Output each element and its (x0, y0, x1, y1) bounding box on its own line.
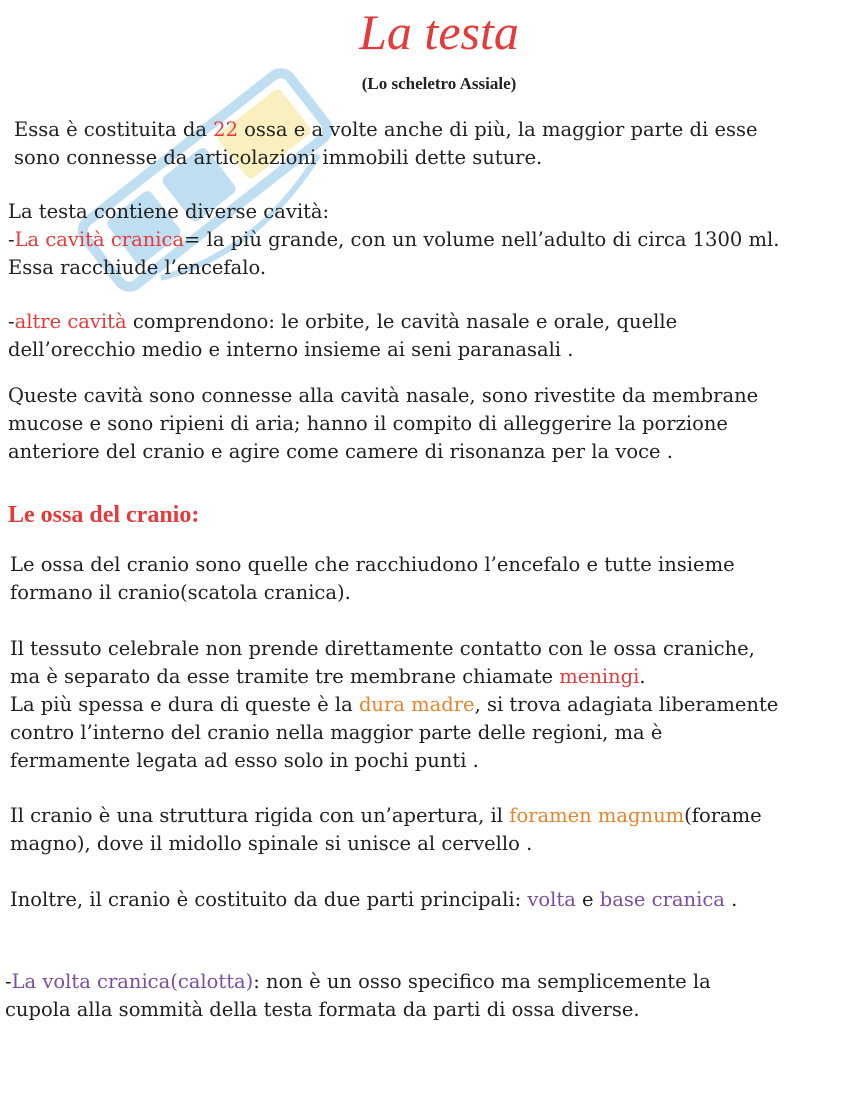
paragraph-sinuses: Queste cavità sono connesse alla cavità nasale, sono rivestite da membrane mucose e sono ripieni di aria; hanno il compito di alleggerire la porzione anteriore del cranio e agire come camere di risonanza per la voce . (8, 384, 759, 463)
term-other-cavities: altre cavità (14, 310, 127, 333)
term-volta: volta (527, 888, 576, 911)
paragraph-foramen: Il cranio è una struttura rigida con un’apertura, il foramen magnum(forame magno), dove il midollo spinale si unisce al cervello . (10, 804, 762, 855)
page-title: La testa (359, 4, 519, 60)
page-subtitle: (Lo scheletro Assiale) (361, 74, 517, 93)
term-dura-madre: dura madre (358, 693, 475, 716)
term-cranial-cavity: La cavità cranica (14, 228, 185, 251)
paragraph-other-cavities: -altre cavità comprendono: le orbite, le cavità nasale e orale, quelle dell’orecchio medio e interno insieme ai seni paranasali . (8, 310, 678, 361)
term-base-cranica: base cranica (599, 888, 725, 911)
term-foramen-magnum: foramen magnum (509, 804, 685, 827)
paragraph-skull-bones: Le ossa del cranio sono quelle che racchiudono l’encefalo e tutte insieme formano il cranio(scatola cranica). (10, 553, 735, 604)
term-meningi: meningi (559, 665, 640, 688)
section-heading: Le ossa del cranio: (8, 502, 200, 528)
paragraph-meninges: Il tessuto celebrale non prende direttamente contatto con le ossa craniche, ma è separato da esse tramite tre membrane chiamate meningi. La più spessa e dura di queste è la dura madre, si trova adagiata liberamente contro l’interno del cranio nella maggior parte delle regioni, ma è fermamente legata ad esso solo in pochi punti . (10, 637, 779, 772)
term-volta-cranica: La volta cranica(calotta) (11, 970, 254, 993)
paragraph-cavities: La testa contiene diverse cavità: -La cavità cranica= la più grande, con un volume nell’adulto di circa 1300 ml. Essa racchiude l’encefalo. (8, 200, 780, 279)
paragraph-intro: Essa è costituita da 22 ossa e a volte anche di più, la maggior parte di esse sono connesse da articolazioni immobili dette suture. (14, 118, 758, 169)
paragraph-volta: -La volta cranica(calotta): non è un osso specifico ma semplicemente la cupola alla sommità della testa formata da parti di ossa diverse. (5, 970, 711, 1021)
paragraph-parts: Inoltre, il cranio è costituito da due parti principali: volta e base cranica . (10, 888, 738, 911)
bone-count: 22 (213, 118, 238, 141)
